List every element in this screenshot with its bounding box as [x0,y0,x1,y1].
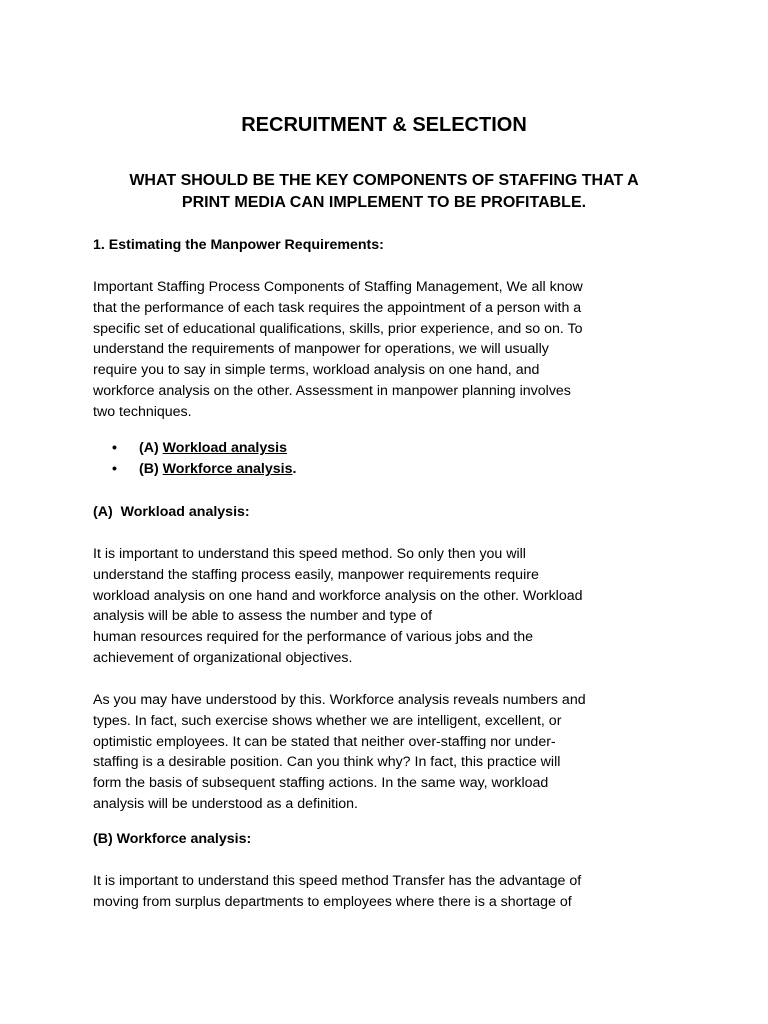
paragraph-line: that the performance of each task requires the appointment of a person with a [93,299,582,316]
paragraph-line: specific set of educational qualifications, skills, prior experience, and so on. To [93,320,583,337]
list-item [112,459,512,480]
bullet-prefix: (A) [139,440,163,456]
paragraph-line: moving from surplus departments to employees where there is a shortage of [93,893,572,910]
paragraph-line: analysis will be able to assess the number and type of [93,608,433,625]
list-item [112,438,512,459]
paragraph-line: form the basis of subsequent staffing actions. In the same way, workload [93,775,549,792]
workforce-analysis-link[interactable]: Workforce analysis [162,461,293,477]
paragraph-line: types. In fact, such exercise shows whether we are intelligent, excellent, or [93,712,562,729]
paragraph-2 [93,544,683,669]
paragraph-line: workload analysis on one hand and workforce analysis on the other. Workload [93,587,583,604]
paragraph-3 [93,690,683,815]
section1-heading: 1. Estimating the Manpower Requirements: [93,237,384,253]
subtitle-line: WHAT SHOULD BE THE KEY COMPONENTS OF STAFFING THAT A [129,172,639,189]
section-a-heading: (A) Workload analysis: [93,504,250,520]
bullet-list [112,438,512,480]
paragraph-1 [93,277,683,423]
paragraph-line: analysis will be understood as a definition. [93,795,358,812]
paragraph-line: Important Staffing Process Components of Staffing Management, We all know [93,279,583,295]
paragraph-line: require you to say in simple terms, workload analysis on one hand, and [93,362,540,379]
paragraph-line: As you may have understood by this. Workforce analysis reveals numbers and [93,692,586,708]
bullet-icon: • [112,440,117,456]
paragraph-line: human resources required for the performance of various jobs and the [93,629,534,646]
workload-analysis-link[interactable]: Workload analysis [162,440,287,456]
bullet-icon: • [112,461,117,477]
bullet-prefix: (B) [139,461,163,477]
paragraph-line: staffing is a desirable position. Can you think why? In fact, this practice will [93,754,561,771]
paragraph-4 [93,871,683,913]
bullet-suffix: . [292,461,297,477]
section-b-heading: (B) Workforce analysis: [93,831,252,847]
document-subtitle [96,170,672,214]
page-title: RECRUITMENT & SELECTION [241,114,527,136]
paragraph-line: understand the staffing process easily, manpower requirements require [93,566,539,583]
paragraph-line: two techniques. [93,403,192,420]
paragraph-line: optimistic employees. It can be stated that neither over-staffing nor under- [93,733,556,750]
subtitle-line: PRINT MEDIA CAN IMPLEMENT TO BE PROFITABLE. [181,194,587,211]
paragraph-line: achievement of organizational objectives. [93,649,353,666]
paragraph-line: workforce analysis on the other. Assessment in manpower planning involves [93,382,571,399]
paragraph-line: understand the requirements of manpower for operations, we will usually [93,341,549,358]
paragraph-line: It is important to understand this speed method Transfer has the advantage of [93,873,582,889]
paragraph-line: It is important to understand this speed method. So only then you will [93,546,526,562]
